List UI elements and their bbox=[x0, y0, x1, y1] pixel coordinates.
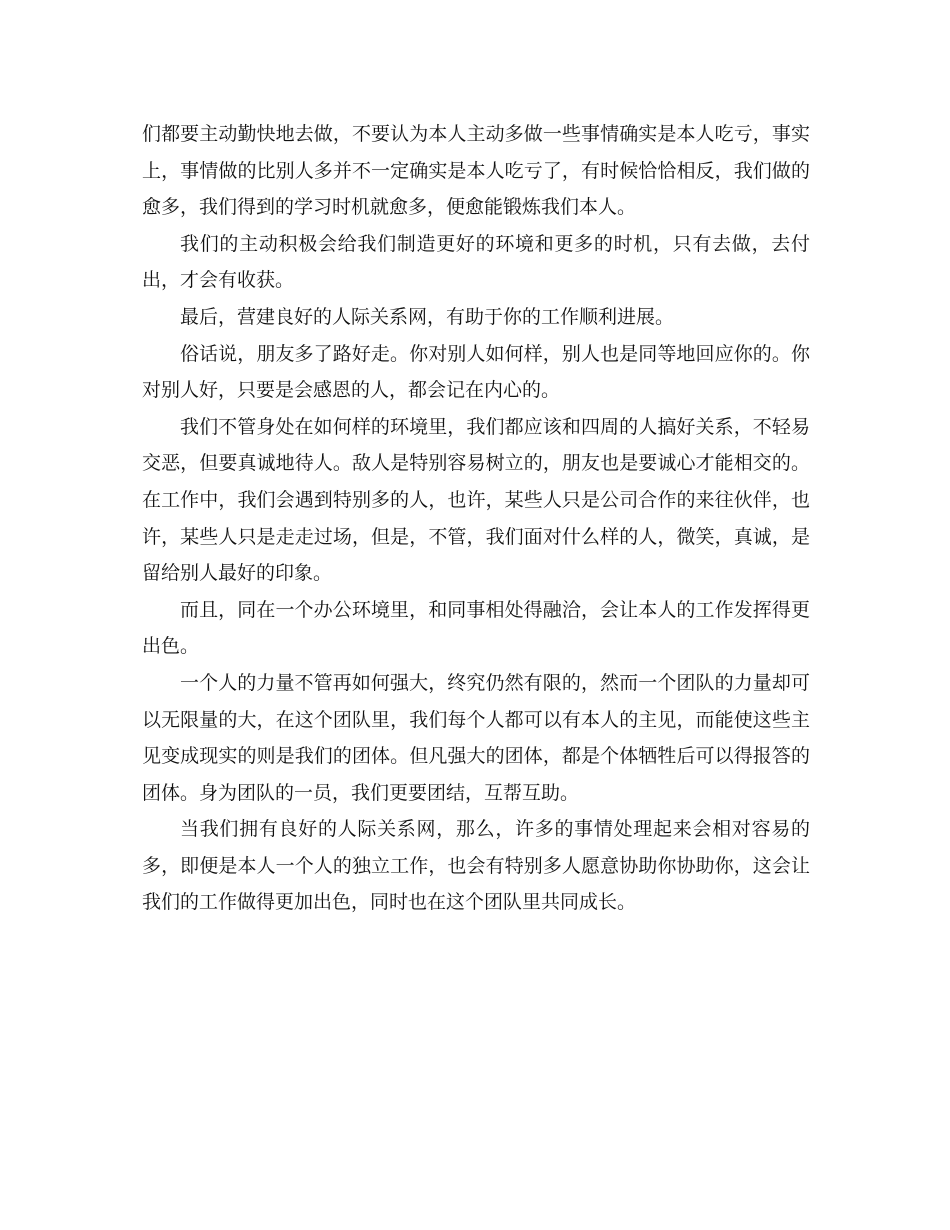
paragraph: 我们的主动积极会给我们制造更好的环境和更多的时机，只有去做，去付出，才会有收获。 bbox=[142, 232, 810, 292]
paragraph: 最后，营建良好的人际关系网，有助于你的工作顺利进展。 bbox=[180, 305, 675, 328]
paragraph: 俗话说，朋友多了路好走。你对别人如何样，别人也是同等地回应你的。你对别人好，只要是会感恩的人，都会记在内心的。 bbox=[142, 342, 810, 402]
paragraph: 当我们拥有良好的人际关系网，那么，许多的事情处理起来会相对容易的多，即便是本人一个人的独立工作，也会有特别多人愿意协助你协助你，这会让我们的工作做得更加出色，同时也在这个团队里共同成长。 bbox=[142, 818, 810, 914]
document-body bbox=[142, 116, 810, 921]
paragraph-continuation: 们都要主动勤快地去做，不要认为本人主动多做一些事情确实是本人吃亏，事实上，事情做的比别人多并不一定确实是本人吃亏了，有时候恰恰相反，我们做的愈多，我们得到的学习时机就愈多，便愈能锻炼我们本人。 bbox=[142, 123, 810, 219]
paragraph: 一个人的力量不管再如何强大，终究仍然有限的，然而一个团队的力量却可以无限量的大，在这个团队里，我们每个人都可以有本人的主见，而能使这些主见变成现实的则是我们的团体。但凡强大的团体，都是个体牺牲后可以得报答的团体。身为团队的一员，我们更要团结，互帮互助。 bbox=[142, 671, 810, 804]
paragraph: 而且，同在一个办公环境里，和同事相处得融洽，会让本人的工作发挥得更出色。 bbox=[142, 598, 810, 658]
paragraph: 我们不管身处在如何样的环境里，我们都应该和四周的人搞好关系，不轻易交恶，但要真诚地待人。敌人是特别容易树立的，朋友也是要诚心才能相交的。在工作中，我们会遇到特别多的人，也许，某些人只是公司合作的来往伙伴，也许，某些人只是走走过场，但是，不管，我们面对什么样的人，微笑，真诚，是留给别人最好的印象。 bbox=[142, 415, 810, 585]
